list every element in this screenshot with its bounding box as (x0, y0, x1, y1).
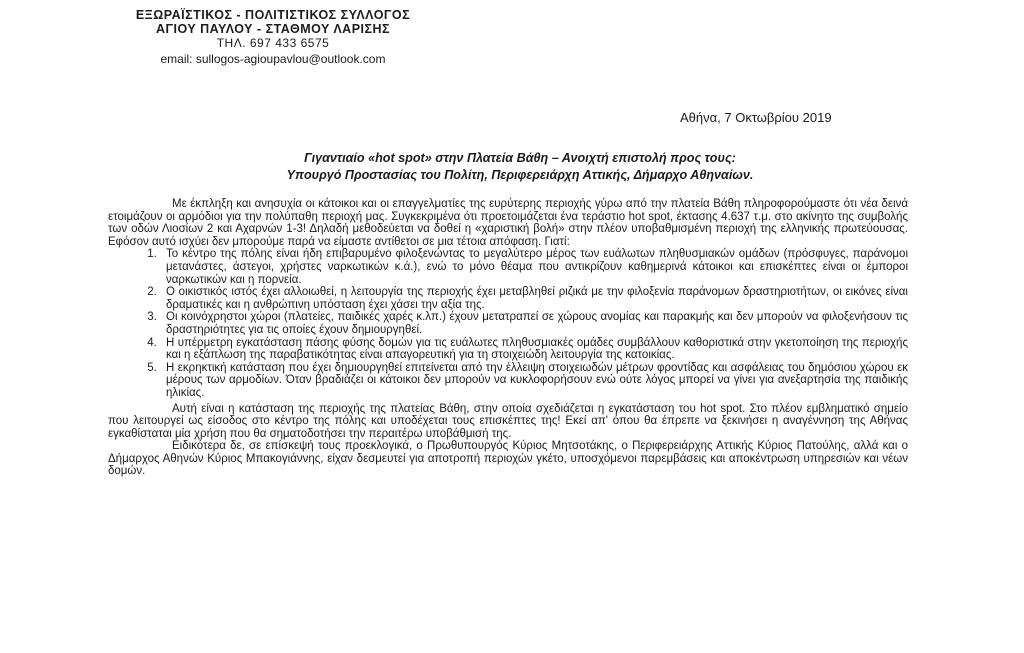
reason-item-3: 3. Οι κοινόχρηστοι χώροι (πλατείες, παιδικές χαρές κ.λπ.) έχουν μετατραπεί σε χώρους ανομίας και παρακμής και δεν μπορούν να φιλοξενήσουν τις δραστηριότητες για τις οποίες έχουν δημιουργηθεί. (160, 311, 908, 336)
situation-paragraph: Αυτή είναι η κατάσταση της περιοχής της πλατείας Βάθη, στην οποία σχεδιάζεται η εγκατάσταση του hot spot. Στο πλέον εμβληματικό σημείο που λειτουργεί ως είσοδος στο κέντρο της πόλης και υποδέχεται τους επισκέπτες της! Εκεί απ' όπου θα έπρεπε να ξεκινήσει η αναγέννηση της Αθήνας εγκαθίσταται μία χρήση που θα σηματοδοτήσει την περαιτέρω υποβάθμισή της. (108, 402, 908, 440)
letter-body (108, 198, 908, 478)
letter-title (140, 150, 900, 184)
letter-date: Αθήνα, 7 Οκτωβρίου 2019 (680, 110, 832, 125)
reason-item-5: 5. Η εκρηκτική κατάσταση που έχει δημιουργηθεί επιτείνεται από την έλλειψη στοιχειωδών μέτρων φροντίδας και ασφάλειας του δημόσιου χώρου εκ μέρους των αρμοδίων. Όταν βραδιάζει οι κάτοικοι δεν μπορούν να κυκλοφορήσουν ενώ ούτε λόγος μπορεί να γίνει για ανεξαρτησία της παιδικής ηλικίας. (160, 362, 908, 400)
title-line2: Υπουργό Προστασίας του Πολίτη, Περιφερειάρχη Αττικής, Δήμαρχο Αθηναίων. (286, 168, 754, 182)
org-name-line2: ΑΓΙΟΥ ΠΑΥΛΟΥ - ΣΤΑΘΜΟΥ ΛΑΡΙΣΗΣ (155, 22, 391, 36)
title-line1: Γιγαντιαίο «hot spot» στην Πλατεία Βάθη – Ανοιχτή επιστολή προς τους: (304, 151, 736, 165)
org-name-line1: ΕΞΩΡΑΪΣΤΙΚΟΣ - ΠΟΛΙΤΙΣΤΙΚΟΣ ΣΥΛΛΟΓΟΣ (135, 8, 411, 22)
reason-item-1: 1. Το κέντρο της πόλης είναι ήδη επιβαρυμένο φιλοξενώντας το μεγαλύτερο μέρος των ευάλωτων πληθυσμιακών ομάδων (πρόσφυγες, παράνομοι μετανάστες, άστεγοι, χρήστες ναρκωτικών κ.ά.), ενώ το μόνο θέαμα που αντικρίζουν καθημερινά κάτοικοι και επισκέπτες είναι οι έμποροι ναρκωτικών και η πορνεία. (160, 248, 908, 286)
letterhead (68, 8, 478, 66)
email-address: email: sullogos-agioupavlou@outlook.com (160, 52, 386, 66)
reasons-list (108, 248, 908, 399)
reason-item-2: 2. Ο οικιστικός ιστός έχει αλλοιωθεί, η λειτουργία της περιοχής έχει μεταβληθεί ριζικά με την φιλοξενία παράνομων δραστηριοτήτων, οι εικόνες είναι δραματικές και η ανθρώπινη υπόσταση έχει χάσει την αξία της. (160, 286, 908, 311)
phone-number: ΤΗΛ. 697 433 6575 (216, 36, 330, 50)
commitments-paragraph: Ειδικότερα δε, σε επίσκεψή τους προεκλογικά, ο Πρωθυπουργός Κύριος Μητσοτάκης, ο Περιφερειάρχης Αττικής Κύριος Πατούλης, αλλά και ο Δήμαρχος Αθηνών Κύριος Μπακογιάννης, είχαν δεσμευτεί για αποτροπή περιοχών γκέτο, υποσχόμενοι παρεμβάσεις και αποκέντρωση υπηρεσιών και νέων δομών. (108, 440, 908, 478)
reason-item-4: 4. Η υπέρμετρη εγκατάσταση πάσης φύσης δομών για τις ευάλωτες πληθυσμιακές ομάδες συμβάλλουν καθοριστικά στην γκετοποίηση της περιοχής και η εξάπλωση της παραβατικότητας είναι απαγορευτική για τη στοιχειώδη λειτουργία της κατοικίας. (160, 337, 908, 362)
intro-paragraph: Με έκπληξη και ανησυχία οι κάτοικοι και οι επαγγελματίες της ευρύτερης περιοχής γύρω από την πλατεία Βάθη πληροφορούμαστε ότι νέα δεινά ετοιμάζουν οι αρμόδιοι για την πολύπαθη περιοχή μας. Συγκεκριμένα ότι προετοιμάζεται ένα τεράστιο hot spot, έκτασης 4.637 τ.μ. στο ακίνητο της συμβολής των οδών Λιοσίων 2 και Αχαρνών 1-3! Δηλαδή μεθοδεύεται να δοθεί η «χαριστική βολή» στην πλέον υποβαθμισμένη περιοχή της ελληνικής πρωτεύουσας. Εφόσον αυτό ισχύει δεν μπορούμε παρά να είμαστε αντίθετοι σε μια τέτοια απόφαση. Γιατί: (108, 198, 908, 248)
